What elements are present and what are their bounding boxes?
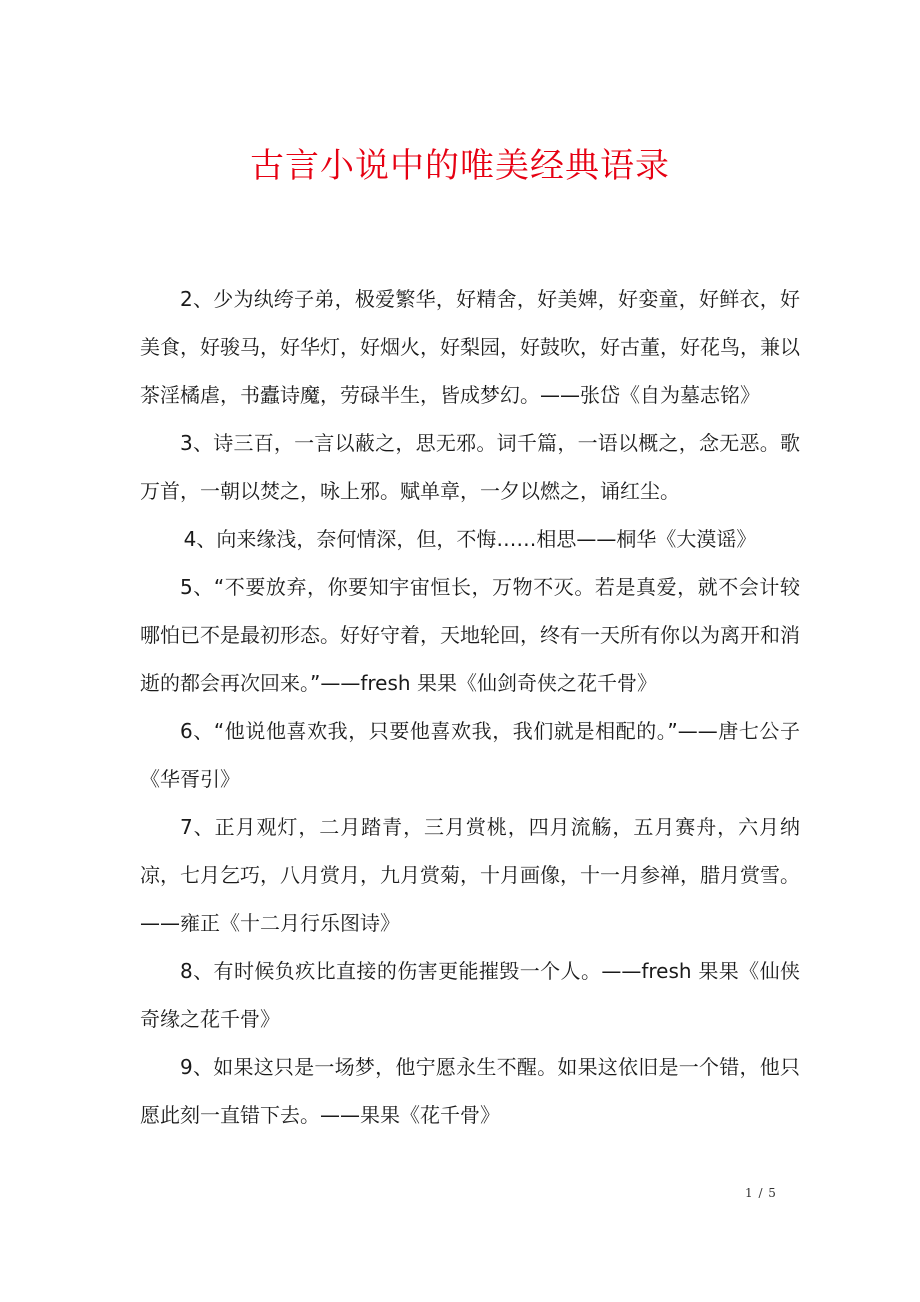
page-title: 古言小说中的唯美经典语录 bbox=[250, 146, 670, 186]
document-body bbox=[140, 275, 800, 1139]
quote-paragraph-2: 2、少为纨绔子弟，极爱繁华，好精舍，好美婢，好娈童，好鲜衣，好美食，好骏马，好华灯，好烟火，好梨园，好鼓吹，好古董，好花鸟，兼以茶淫橘虐，书蠹诗魔，劳碌半生，皆成梦幻。——张岱《自为墓志铭》 bbox=[140, 287, 800, 407]
quote-paragraph-7: 7、正月观灯，二月踏青，三月赏桃，四月流觞，五月赛舟，六月纳凉，七月乞巧，八月赏月，九月赏菊，十月画像，十一月参禅，腊月赏雪。——雍正《十二月行乐图诗》 bbox=[140, 815, 800, 935]
quote-paragraph-5: 5、“不要放弃，你要知宇宙恒长，万物不灭。若是真爱，就不会计较哪怕已不是最初形态。好好守着，天地轮回，终有一天所有你以为离开和消逝的都会再次回来。”——fresh 果果《仙剑奇侠之花千骨》 bbox=[140, 575, 800, 695]
page-number: 1 / 5 bbox=[745, 1186, 777, 1200]
quote-paragraph-9: 9、如果这只是一场梦，他宁愿永生不醒。如果这依旧是一个错，他只愿此刻一直错下去。——果果《花千骨》 bbox=[140, 1055, 800, 1127]
quote-paragraph-4: 4、向来缘浅，奈何情深，但，不悔……相思——桐华《大漠谣》 bbox=[183, 527, 757, 551]
quote-paragraph-8: 8、有时候负疚比直接的伤害更能摧毁一个人。——fresh 果果《仙侠奇缘之花千骨》 bbox=[140, 959, 800, 1031]
quote-paragraph-6: 6、“他说他喜欢我，只要他喜欢我，我们就是相配的。”——唐七公子《华胥引》 bbox=[140, 719, 800, 791]
quote-paragraph-3: 3、诗三百，一言以蔽之，思无邪。词千篇，一语以概之，念无恶。歌万首，一朝以焚之，咏上邪。赋单章，一夕以燃之，诵红尘。 bbox=[140, 431, 800, 503]
